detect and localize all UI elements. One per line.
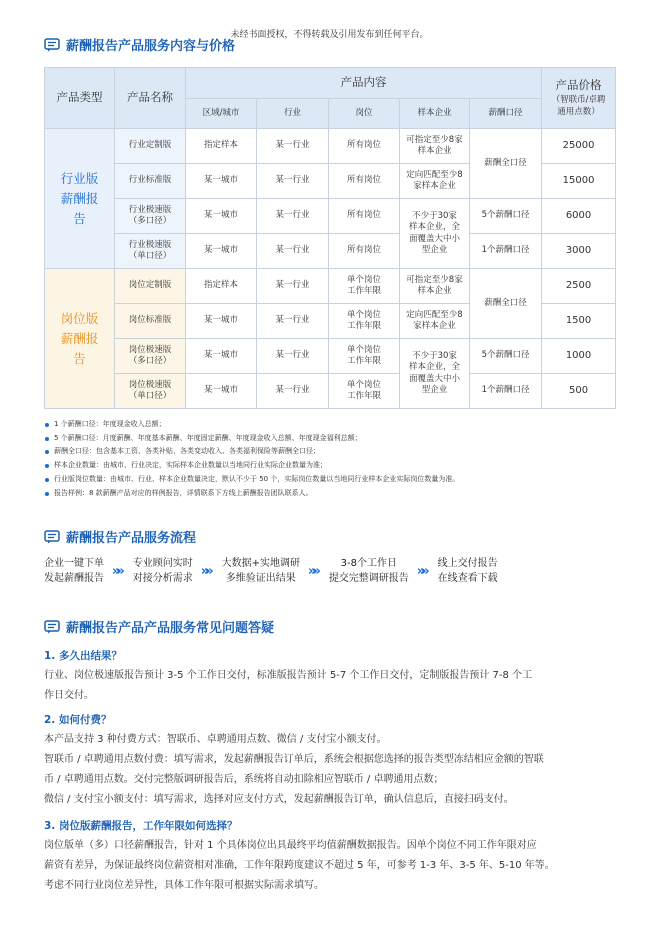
cell-sample bbox=[400, 269, 470, 304]
list-item: 报告样例：8 款薪酬产品对应的样例报告，详情联系下方线上薪酬报告团队联系人。 bbox=[44, 487, 624, 501]
cell-region: 某一城市 bbox=[186, 234, 257, 269]
cell-position: 所有岗位 bbox=[329, 129, 400, 164]
faq-item-1 bbox=[44, 648, 624, 706]
cell-region: 某一城市 bbox=[186, 374, 257, 409]
cell-industry: 某一行业 bbox=[257, 234, 329, 269]
cell-price: 1000 bbox=[542, 339, 616, 374]
table-row bbox=[45, 269, 616, 304]
cell-caliber: 5个薪酬口径 bbox=[470, 199, 542, 234]
cell-position bbox=[329, 304, 400, 339]
cell-price: 500 bbox=[542, 374, 616, 409]
product-name: 岗位定制版 bbox=[115, 269, 186, 304]
table-row bbox=[45, 199, 616, 234]
flow-step-consult bbox=[133, 556, 193, 586]
product-name bbox=[115, 339, 186, 374]
subheader-region: 区域/城市 bbox=[186, 99, 257, 129]
faq-answer-line: 作日交付。 bbox=[44, 690, 94, 701]
faq-answer-line: 智联币 / 卓聘通用点数付费：填写需求，发起薪酬报告订单后，系统会根据您选择的报告类型冻结相应金额的智联 bbox=[44, 754, 544, 765]
watermark-notice: 未经书面授权，不得转载及引用发布到任何平台。 bbox=[230, 30, 429, 40]
type-position-edition bbox=[45, 269, 115, 409]
flow-step-line: 发起薪酬报告 bbox=[44, 573, 104, 584]
faq-answer-line: 币 / 卓聘通用点数。交付完整版调研报告后，系统将自动扣除相应智联币 / 卓聘通用点数； bbox=[44, 774, 444, 785]
subheader-industry: 行业 bbox=[257, 99, 329, 129]
section-title-text: 薪酬报告产品产品服务常见问题答疑 bbox=[66, 621, 275, 636]
faq-question: 2. 如何付费？ bbox=[44, 714, 112, 726]
header-product-price bbox=[542, 68, 616, 129]
faq-question: 3. 岗位版薪酬报告，工作年限如何选择？ bbox=[44, 820, 238, 832]
cell-position bbox=[329, 374, 400, 409]
faq-answer-line: 微信 / 支付宝小额支付：填写需求，选择对应支付方式，发起薪酬报告订单，确认信息后，直接扫码支付。 bbox=[44, 794, 514, 805]
flow-step-line: 对接分析需求 bbox=[132, 573, 193, 584]
sample-custom-text: 可指定至少8家样本企业 bbox=[406, 274, 463, 296]
flow-step-line: 提交完整调研报告 bbox=[328, 573, 409, 584]
service-flow bbox=[44, 556, 614, 586]
type-industry-edition bbox=[45, 129, 115, 269]
product-name: 行业标准版 bbox=[115, 164, 186, 199]
cell-position: 所有岗位 bbox=[329, 164, 400, 199]
cell-region: 某一城市 bbox=[186, 164, 257, 199]
flow-step-research bbox=[222, 556, 300, 586]
product-name bbox=[115, 199, 186, 234]
cell-region: 某一城市 bbox=[186, 199, 257, 234]
list-item: 薪酬全口径：包含基本工资、各类补贴、各类变动收入、各类福利保险等薪酬全口径； bbox=[44, 445, 624, 459]
product-name: 行业定制版 bbox=[115, 129, 186, 164]
flow-step-line: 大数据+实地调研 bbox=[221, 558, 300, 569]
chat-document-icon bbox=[44, 530, 60, 544]
cell-sample bbox=[400, 304, 470, 339]
cell-caliber: 5个薪酬口径 bbox=[470, 339, 542, 374]
list-item: 1 个薪酬口径：年度现金收入总额； bbox=[44, 418, 624, 432]
header-product-name: 产品名称 bbox=[115, 68, 186, 129]
faq-answer-line: 薪资有差异，为保证最终岗位薪资相对准确，工作年限跨度建议不超过 5 年，可参考 1-3 年、3-5 年、5-10 年等。 bbox=[44, 860, 555, 871]
sample-fast-text: 不少于30家样本企业，全面覆盖大中小型企业 bbox=[408, 350, 460, 395]
cell-price: 6000 bbox=[542, 199, 616, 234]
cell-region: 指定样本 bbox=[186, 129, 257, 164]
cell-price: 2500 bbox=[542, 269, 616, 304]
cell-industry: 某一行业 bbox=[257, 199, 329, 234]
cell-position: 所有岗位 bbox=[329, 234, 400, 269]
double-chevron-right-icon: »» bbox=[416, 563, 426, 579]
cell-region: 指定样本 bbox=[186, 269, 257, 304]
notes-list bbox=[44, 418, 624, 500]
subheader-caliber: 薪酬口径 bbox=[470, 99, 542, 129]
position-text: 单个岗位工作年限 bbox=[346, 344, 381, 366]
cell-price: 1500 bbox=[542, 304, 616, 339]
faq-question: 1. 多久出结果？ bbox=[44, 650, 122, 662]
header-price-note: （智联币/卓聘通用点数） bbox=[551, 94, 606, 117]
cell-region: 某一城市 bbox=[186, 304, 257, 339]
table-row bbox=[45, 129, 616, 164]
sample-standard-text: 定向匹配至少8家样本企业 bbox=[406, 309, 463, 331]
double-chevron-right-icon: »» bbox=[112, 563, 121, 579]
faq-answer-line: 考虑不同行业岗位差异性，具体工作年限可根据实际需求填写。 bbox=[44, 880, 324, 891]
position-text: 单个岗位工作年限 bbox=[346, 379, 381, 401]
faq-answer-line: 行业、岗位极速版报告预计 3-5 个工作日交付，标准版报告预计 5-7 个工作日交付，定制版报告预计 7-8 个工 bbox=[44, 670, 533, 681]
cell-price: 15000 bbox=[542, 164, 616, 199]
faq-item-2 bbox=[44, 712, 624, 810]
section-title-flow bbox=[44, 527, 196, 546]
position-text: 单个岗位工作年限 bbox=[346, 309, 381, 331]
product-name-text: 岗位极速版（多口径） bbox=[128, 344, 172, 366]
table-row bbox=[45, 339, 616, 374]
cell-industry: 某一行业 bbox=[257, 304, 329, 339]
section-title-faq bbox=[44, 617, 274, 636]
cell-industry: 某一行业 bbox=[257, 269, 329, 304]
sample-standard-text: 定向匹配至少8家样本企业 bbox=[406, 169, 463, 191]
cell-industry: 某一行业 bbox=[257, 374, 329, 409]
cell-industry: 某一行业 bbox=[257, 339, 329, 374]
double-chevron-right-icon: »» bbox=[307, 563, 317, 579]
cell-caliber: 1个薪酬口径 bbox=[470, 234, 542, 269]
flow-step-line: 3-8个工作日 bbox=[340, 558, 397, 569]
cell-price: 25000 bbox=[542, 129, 616, 164]
faq-item-3 bbox=[44, 818, 624, 896]
cell-sample bbox=[400, 339, 470, 409]
header-product-content: 产品内容 bbox=[186, 68, 542, 99]
price-table bbox=[44, 67, 616, 409]
flow-step-line: 专业顾问实时 bbox=[132, 558, 193, 569]
double-chevron-right-icon: »» bbox=[200, 563, 210, 579]
cell-sample bbox=[400, 199, 470, 269]
product-name: 岗位标准版 bbox=[115, 304, 186, 339]
cell-industry: 某一行业 bbox=[257, 129, 329, 164]
cell-caliber: 薪酬全口径 bbox=[470, 129, 542, 199]
position-text: 单个岗位工作年限 bbox=[346, 274, 381, 296]
flow-step-line: 在线查看下载 bbox=[437, 573, 498, 584]
cell-sample bbox=[400, 164, 470, 199]
subheader-sample: 样本企业 bbox=[400, 99, 470, 129]
table-row bbox=[45, 234, 616, 269]
sample-fast-text: 不少于30家样本企业，全面覆盖大中小型企业 bbox=[408, 210, 460, 255]
header-product-type: 产品类型 bbox=[45, 68, 115, 129]
flow-step-deliver bbox=[438, 556, 498, 586]
type-industry-label: 行业版薪酬报告 bbox=[60, 170, 99, 226]
flow-step-line: 多维验证出结果 bbox=[225, 573, 296, 584]
list-item: 行业版岗位数量：由城市、行业、样本企业数量决定，默认不少于 50 个，实际岗位数量以当地同行业样本企业实际岗位数量为准。 bbox=[44, 473, 624, 487]
sample-custom-text: 可指定至少8家样本企业 bbox=[406, 134, 463, 156]
list-item: 样本企业数量：由城市、行业决定，实际样本企业数量以当地同行业实际企业数量为准； bbox=[44, 459, 624, 473]
cell-price: 3000 bbox=[542, 234, 616, 269]
cell-caliber: 1个薪酬口径 bbox=[470, 374, 542, 409]
cell-position bbox=[329, 269, 400, 304]
product-name bbox=[115, 234, 186, 269]
cell-region: 某一城市 bbox=[186, 339, 257, 374]
cell-industry: 某一行业 bbox=[257, 164, 329, 199]
subheader-position: 岗位 bbox=[329, 99, 400, 129]
list-item: 5 个薪酬口径：月度薪酬、年度基本薪酬、年度固定薪酬、年度现金收入总额、年度现金福利总额； bbox=[44, 432, 624, 446]
product-name-text: 岗位极速版（单口径） bbox=[128, 379, 172, 401]
product-name bbox=[115, 374, 186, 409]
cell-caliber: 薪酬全口径 bbox=[470, 269, 542, 339]
cell-position: 所有岗位 bbox=[329, 199, 400, 234]
faq-answer-line: 岗位版单（多）口径薪酬报告，针对 1 个具体岗位出具最终平均值薪酬数据报告。因单个岗位不同工作年限对应 bbox=[44, 840, 537, 851]
chat-document-icon bbox=[44, 620, 60, 634]
flow-step-order bbox=[44, 556, 104, 586]
table-row bbox=[45, 374, 616, 409]
cell-position bbox=[329, 339, 400, 374]
product-name-text: 行业极速版（多口径） bbox=[128, 204, 172, 226]
faq-answer-line: 本产品支持 3 种付费方式：智联币、卓聘通用点数、微信 / 支付宝小额支付。 bbox=[44, 734, 387, 745]
product-name-text: 行业极速版（单口径） bbox=[128, 239, 172, 261]
cell-sample bbox=[400, 129, 470, 164]
type-position-label: 岗位版薪酬报告 bbox=[60, 310, 99, 366]
section-title-text: 薪酬报告产品服务内容与价格 bbox=[66, 39, 236, 54]
flow-step-submit bbox=[329, 556, 409, 586]
header-price-label: 产品价格 bbox=[555, 78, 602, 93]
flow-step-line: 企业一键下单 bbox=[44, 558, 104, 569]
flow-step-line: 线上交付报告 bbox=[437, 558, 498, 569]
section-title-text: 薪酬报告产品服务流程 bbox=[66, 531, 197, 546]
